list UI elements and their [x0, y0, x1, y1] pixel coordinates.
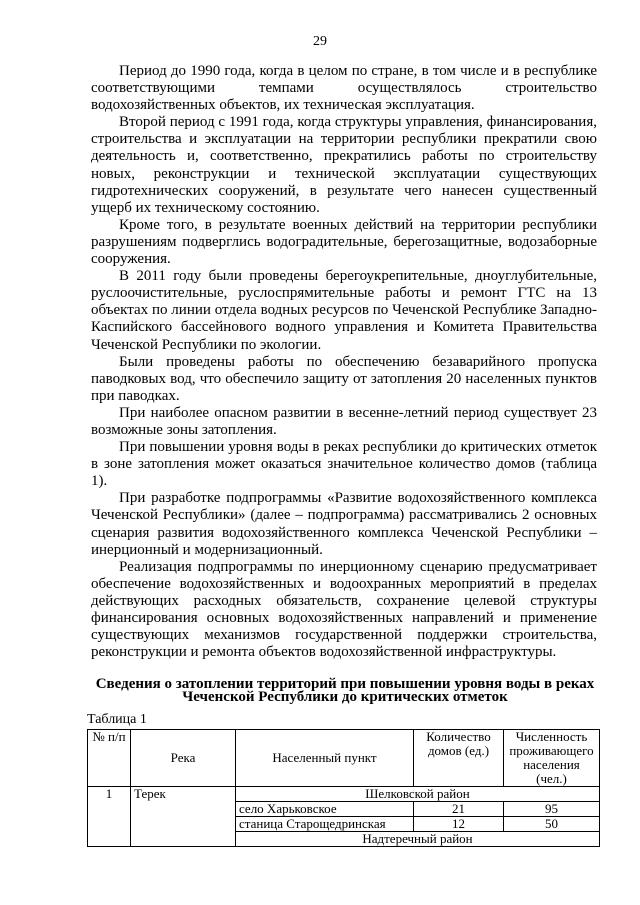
paragraph: Кроме того, в результате военных действий на территории республики разрушениям подверглись водоградительные, берегозащитные, водозаборные сооружения. [91, 216, 597, 268]
river-cell: Терек [131, 787, 236, 847]
houses-cell: 21 [414, 802, 504, 817]
paragraph: При наиболее опасном развитии в весенне-летний период существует 23 возможные зоны затопления. [91, 404, 597, 438]
header-cell: Населенный пункт [236, 730, 414, 787]
table-title-line: Сведения о затоплении территорий при повышении уровня воды в реках [95, 676, 595, 692]
header-cell: № п/п [88, 730, 131, 787]
paragraph: В 2011 году были проведены берегоукрепительные, дноуглубительные, руслоочистительные, руслоспрямительные работы и ремонт ГТС на 13 объектах по линии отдела водных ресурсов по Чеченской Республике Западно-Каспийского бассейнового водного управления и Комитета Правительства Чеченской Республики по экологии. [91, 268, 597, 353]
district-row: Надтеречный район [236, 832, 600, 847]
paragraph: Были проведены работы по обеспечению безаварийного пропуска паводковых вод, что обеспечило защиту от затопления 20 населенных пунктов при паводках. [91, 353, 597, 404]
paragraph: Период до 1990 года, когда в целом по стране, в том числе и в республике соответствующими темпами осуществлялось строительство водохозяйственных объектов, их техническая эксплуатация. [91, 63, 597, 114]
paragraph: Второй период с 1991 года, когда структуры управления, финансирования, строительства и эксплуатации на территории республики прекратили свою деятельность и, соответственно, прекратились работы по строительству новых, реконструкции и технической эксплуатации существующих гидротехнических сооружений, в результате чего нанесен существенный ущерб их техническому состоянию. [91, 114, 597, 216]
population-cell: 95 [504, 802, 600, 817]
paragraph: При повышении уровня воды в реках республики до критических отметок в зоне затопления может оказаться значительное количество домов (таблица 1). [91, 439, 597, 490]
header-cell: Река [131, 730, 236, 787]
paragraph: При разработке подпрограммы «Развитие водохозяйственного комплекса Чеченской Республики» (далее – подпрограмма) рассматривались 2 основных сценария развития водохозяйственного комплекса Чеченской Республики – инерционный и модернизационный. [91, 490, 597, 558]
settlement-cell: село Харьковское [236, 802, 414, 817]
district-row: Шелковской район [236, 787, 600, 802]
houses-cell: 12 [414, 817, 504, 832]
body-text [91, 63, 597, 661]
row-number: 1 [88, 787, 131, 847]
table-title [85, 678, 605, 704]
settlement-cell: станица Старощедринская [236, 817, 414, 832]
paragraph: Реализация подпрограммы по инерционному сценарию предусматривает обеспечение водохозяйственных и водоохранных мероприятий в пределах действующих расходных обязательств, сохранение целевой структуры финансирования основных водохозяйственных направлений и применение существующих механизмов государственной поддержки строительства, реконструкции и ремонта объектов водохозяйственной инфраструктуры. [91, 558, 597, 661]
population-cell: 50 [504, 817, 600, 832]
flood-table [87, 729, 600, 847]
header-cell: Численность проживающего населения (чел.) [504, 730, 600, 787]
table-title-line: Чеченской Республики до критических отметок [182, 689, 508, 705]
header-cell: Количество домов (ед.) [414, 730, 504, 787]
table-caption: Таблица 1 [87, 712, 147, 727]
table-header-row [88, 730, 600, 787]
page-number: 29 [313, 34, 327, 49]
table-row [88, 787, 600, 802]
